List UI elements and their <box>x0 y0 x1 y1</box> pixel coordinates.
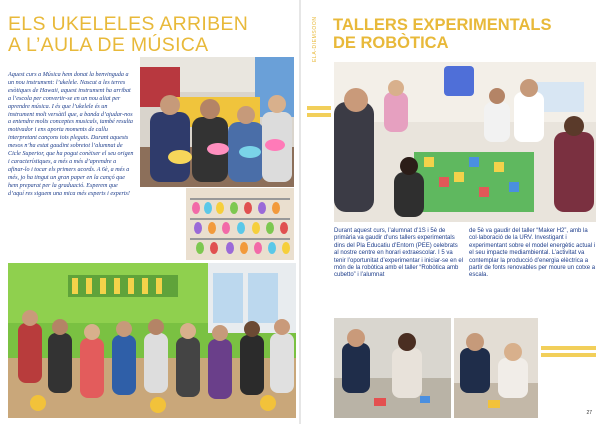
ukulele-class-photo <box>140 57 294 187</box>
right-title-line-2: DE ROBÒTICA <box>333 34 449 52</box>
robot-floor-photo-2 <box>454 318 538 418</box>
robotics-workshop-photo <box>334 62 596 222</box>
decorative-stripe-4 <box>541 353 596 357</box>
ukuleles-wall-photo <box>186 188 294 260</box>
decorative-stripe-1 <box>307 106 331 110</box>
left-title-line-2: A L’AULA DE MÚSICA <box>8 34 209 56</box>
decorative-stripe-2 <box>307 113 331 117</box>
left-page-title <box>8 14 298 56</box>
decorative-stripe-3 <box>541 346 596 350</box>
robotics-article-col-1: Durant aquest curs, l’alumnat d’1S i 5è de primària va gaudir d’uns tallers experimentals dins del Pla Educatiu d’Entorn (PEE) celebrats al nostre centre en horari extraescolar. I 5 va tenir l’oportunitat d’experimentar i iniciar-se en el món de la robòtica amb el taller “Robòtica amb cubetto” i l’alumnat <box>334 228 464 279</box>
music-classroom-photo <box>8 263 296 418</box>
robot-floor-photo-1 <box>334 318 451 418</box>
vertical-label-text: ELA-DIEMSOON <box>312 16 318 62</box>
page-number: 27 <box>586 410 592 416</box>
left-article-body: Aquest curs a Música hem donat la benvinguda a un nou instrument: l’ukelele. Nascut a les terres exòtiques de Hawaii, aquest instrument ha arribat a l’escola per convertir-se en un nou aliat per aprendre música. I és que l’ukelele és un instrument molt versàtil que, a banda d’ajudar-nos a entendre molts conceptes musicals, també resulta motivador i ens aporta moments de callu interpretant cançons tots plegats. Durant aquests mesos n’ha estat gaudint sobretot l’alumnat de Cicle Superior, que ha pogut conèixer el seu origen i característiques, a més a més d’aprendre a afinar-lo i tocar els primers acords. A 6è, a més a més, jo ha tingut un gran paper en la cançó que hem preparat per la graduació. Esperem que d’aquí res siguem una mica més experts i experts! <box>8 72 134 197</box>
section-vertical-label <box>312 16 318 62</box>
left-title-line-1: ELS UKELELES ARRIBEN <box>8 13 249 35</box>
right-title-line-1: TALLERS EXPERIMENTALS <box>333 16 552 34</box>
right-page-title <box>333 16 595 52</box>
robotics-article-col-2: de 5è va gaudir del taller “Maker H2”, amb la col·laboració de la URV. Investigant i experimentant sobre el model energètic actual i el seu impacte mediambiental. L’activitat va contemplar la producció d’energia elèctrica a partir de fonts renovables per moure un cotxe a escala. <box>469 228 596 279</box>
